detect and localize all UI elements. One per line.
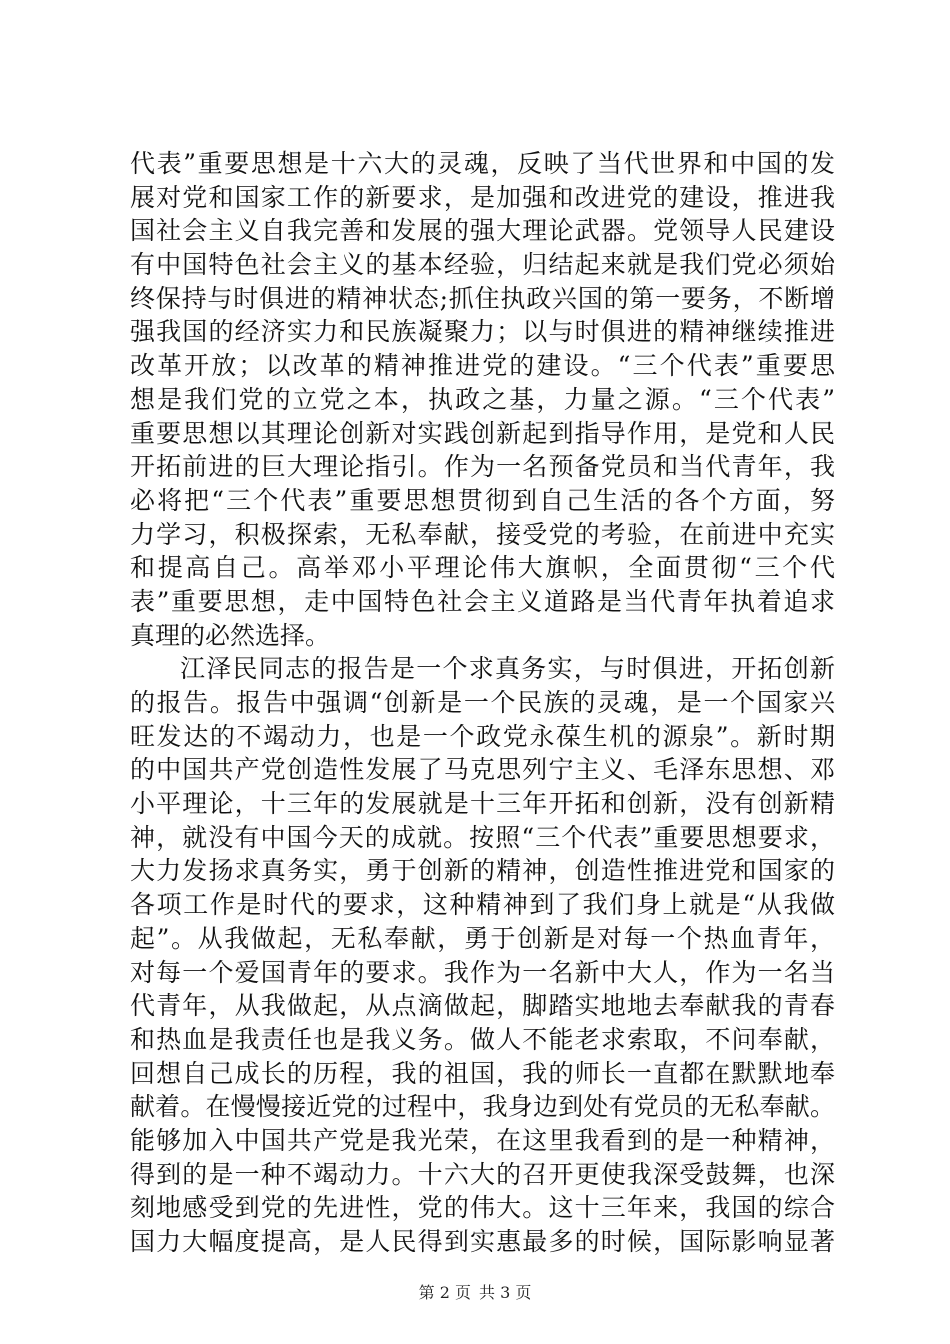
document-body	[130, 147, 835, 1259]
text-line: 展对党和国家工作的新要求，是加强和改进党的建设，推进我	[130, 182, 835, 212]
text-line: 重要思想以其理论创新对实践创新起到指导作用，是党和人民	[130, 418, 835, 448]
text-line: 各项工作是时代的要求，这种精神到了我们身上就是“从我做	[130, 890, 835, 920]
text-line: 大力发扬求真务实，勇于创新的精神，创造性推进党和国家的	[130, 856, 835, 886]
text-line: 强我国的经济实力和民族凝聚力；以与时俱进的精神继续推进	[130, 317, 835, 347]
text-line: 回想自己成长的历程，我的祖国，我的师长一直都在默默地奉	[130, 1058, 835, 1088]
text-line: 和提高自己。高举邓小平理论伟大旗帜，全面贯彻“三个代	[130, 553, 835, 583]
page-footer	[0, 1283, 950, 1303]
text-line: 代青年，从我做起，从点滴做起，脚踏实地地去奉献我的青春	[130, 991, 835, 1021]
text-line: 起”。从我做起，无私奉献，勇于创新是对每一个热血青年，	[130, 923, 835, 953]
text-line: 刻地感受到党的先进性，党的伟大。这十三年来，我国的综合	[130, 1193, 835, 1223]
text-line: 小平理论，十三年的发展就是十三年开拓和创新，没有创新精	[130, 789, 835, 819]
text-line: 必将把“三个代表”重要思想贯彻到自己生活的各个方面，努	[130, 485, 835, 515]
text-line: 力学习，积极探索，无私奉献，接受党的考验，在前进中充实	[130, 519, 835, 549]
text-line: 献着。在慢慢接近党的过程中，我身边到处有党员的无私奉献。	[130, 1092, 835, 1122]
text-line: 国社会主义自我完善和发展的强大理论武器。党领导人民建设	[130, 216, 835, 246]
page-total: 共 3 页	[479, 1283, 532, 1302]
text-line: 有中国特色社会主义的基本经验，归结起来就是我们党必须始	[130, 250, 835, 280]
page-number: 第 2 页	[418, 1283, 471, 1302]
text-line: 想是我们党的立党之本，执政之基，力量之源。“三个代表”	[130, 384, 835, 414]
text-line: 江泽民同志的报告是一个求真务实，与时俱进，开拓创新	[180, 654, 835, 684]
text-line: 对每一个爱国青年的要求。我作为一名新中大人，作为一名当	[130, 957, 835, 987]
text-line: 代表”重要思想是十六大的灵魂，反映了当代世界和中国的发	[130, 149, 835, 178]
text-line: 旺发达的不竭动力，也是一个政党永葆生机的源泉”。新时期	[130, 721, 835, 751]
text-line: 真理的必然选择。	[130, 620, 331, 650]
text-line: 开拓前进的巨大理论指引。作为一名预备党员和当代青年，我	[130, 452, 835, 482]
text-line: 终保持与时俱进的精神状态;抓住执政兴国的第一要务，不断增	[130, 283, 835, 313]
text-line: 能够加入中国共产党是我光荣，在这里我看到的是一种精神，	[130, 1125, 835, 1155]
text-line: 的报告。报告中强调“创新是一个民族的灵魂，是一个国家兴	[130, 688, 835, 717]
text-line: 改革开放；以改革的精神推进党的建设。“三个代表”重要思	[130, 351, 835, 381]
text-line: 得到的是一种不竭动力。十六大的召开更使我深受鼓舞，也深	[130, 1159, 835, 1189]
text-line: 的中国共产党创造性发展了马克思列宁主义、毛泽东思想、邓	[130, 755, 835, 785]
text-line: 神，就没有中国今天的成就。按照“三个代表”重要思想要求，	[130, 822, 835, 852]
text-line: 国力大幅度提高，是人民得到实惠最多的时候，国际影响显著	[130, 1227, 835, 1256]
text-line: 和热血是我责任也是我义务。做人不能老求索取，不问奉献，	[130, 1024, 835, 1054]
text-line: 表”重要思想，走中国特色社会主义道路是当代青年执着追求	[130, 586, 835, 616]
